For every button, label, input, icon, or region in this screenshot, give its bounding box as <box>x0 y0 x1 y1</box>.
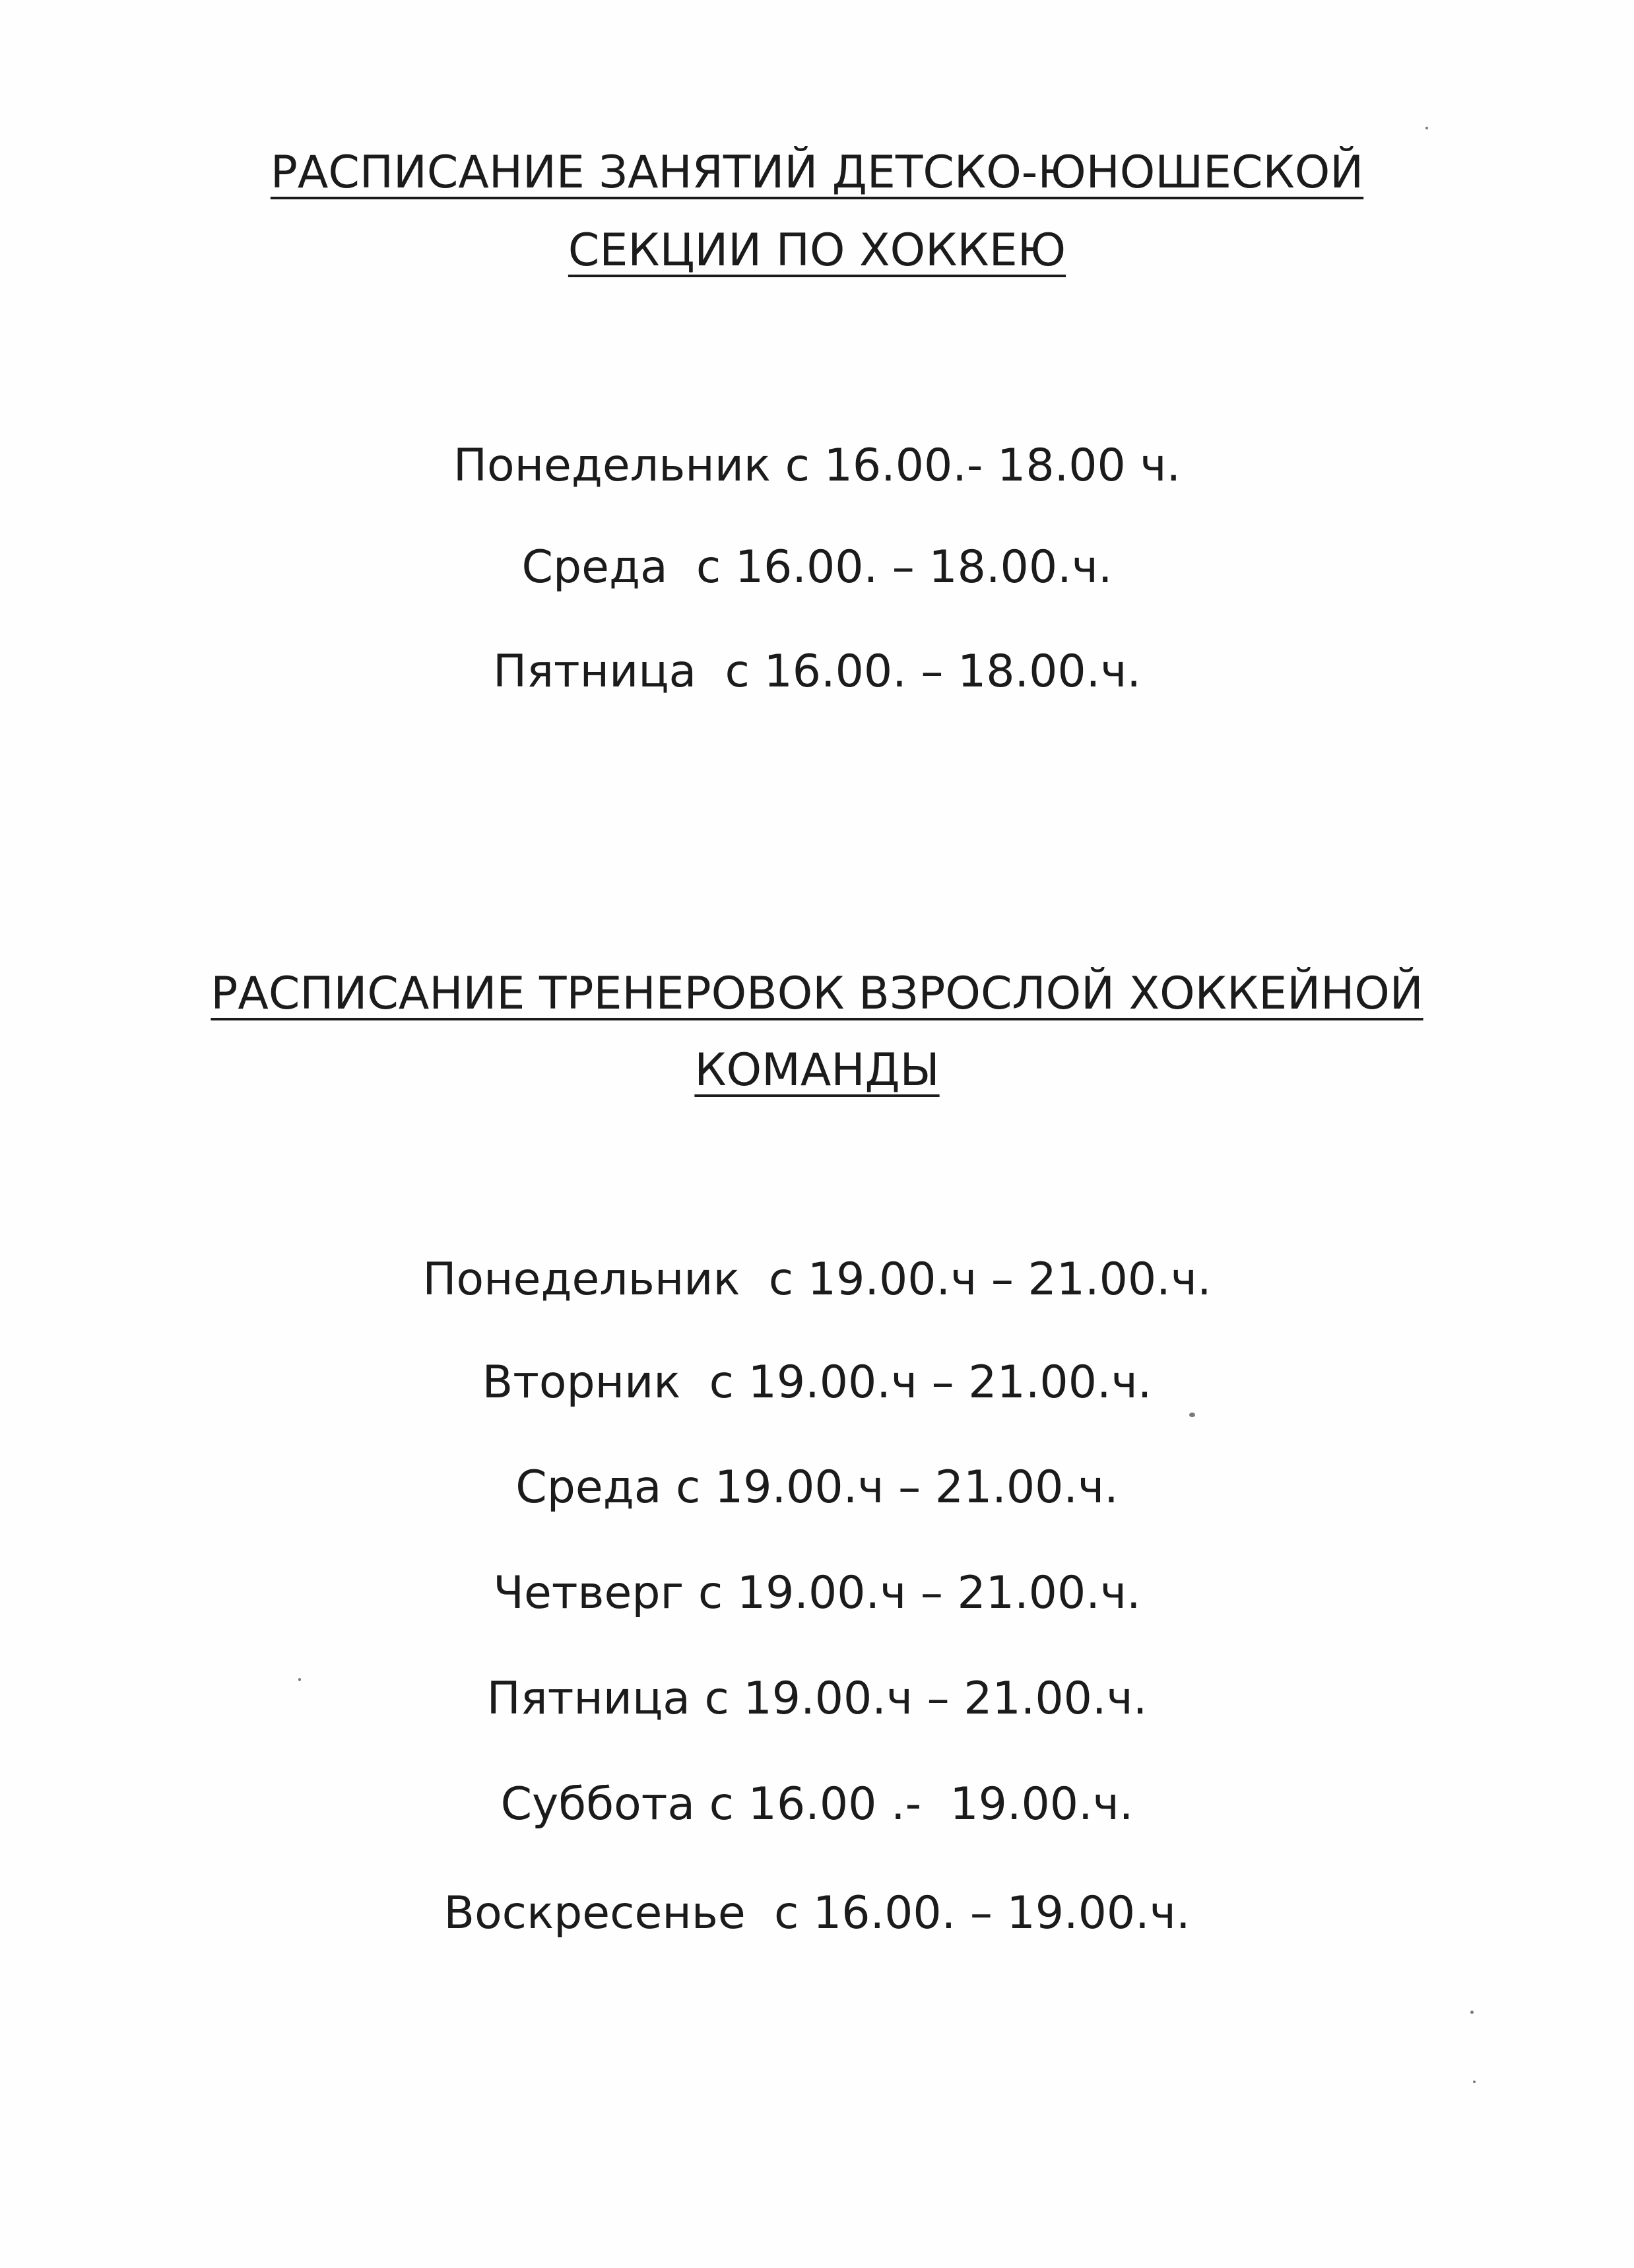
scan-speck <box>1189 1413 1195 1417</box>
scan-speck <box>1473 2081 1476 2083</box>
youth-schedule-row: Среда с 16.00. – 18.00.ч. <box>521 541 1113 593</box>
youth-section-title-line-1 <box>0 147 1634 199</box>
adult-team-title-line-1-text: РАСПИСАНИЕ ТРЕНЕРОВОК ВЗРОСЛОЙ ХОККЕЙНОЙ <box>211 968 1423 1020</box>
adult-team-title-line-2 <box>0 1044 1634 1096</box>
adult-schedule-row: Понедельник с 19.00.ч – 21.00.ч. <box>422 1253 1212 1306</box>
adult-team-title-line-2-text: КОМАНДЫ <box>694 1044 940 1096</box>
adult-team-title-line-1 <box>0 968 1634 1020</box>
scan-speck <box>1425 127 1428 129</box>
scan-speck <box>1470 2011 1474 2014</box>
youth-schedule-row: Понедельник с 16.00.- 18.00 ч. <box>453 440 1181 492</box>
scan-speck <box>298 1678 301 1681</box>
youth-section-title-line-2-text: СЕКЦИИ ПО ХОККЕЮ <box>568 224 1066 277</box>
adult-schedule-row: Суббота с 16.00 .- 19.00.ч. <box>500 1778 1134 1830</box>
youth-section-title-line-2 <box>0 224 1634 277</box>
adult-schedule-row: Пятница с 19.00.ч – 21.00.ч. <box>486 1673 1148 1725</box>
adult-schedule-row: Среда с 19.00.ч – 21.00.ч. <box>515 1461 1119 1514</box>
youth-schedule-row: Пятница с 16.00. – 18.00.ч. <box>492 646 1142 698</box>
adult-schedule-row: Воскресенье с 16.00. – 19.00.ч. <box>443 1887 1191 1939</box>
youth-section-title-line-1-text: РАСПИСАНИЕ ЗАНЯТИЙ ДЕТСКО-ЮНОШЕСКОЙ <box>270 147 1364 199</box>
adult-schedule-row: Вторник с 19.00.ч – 21.00.ч. <box>482 1356 1152 1409</box>
adult-schedule-row: Четверг с 19.00.ч – 21.00.ч. <box>493 1567 1141 1619</box>
